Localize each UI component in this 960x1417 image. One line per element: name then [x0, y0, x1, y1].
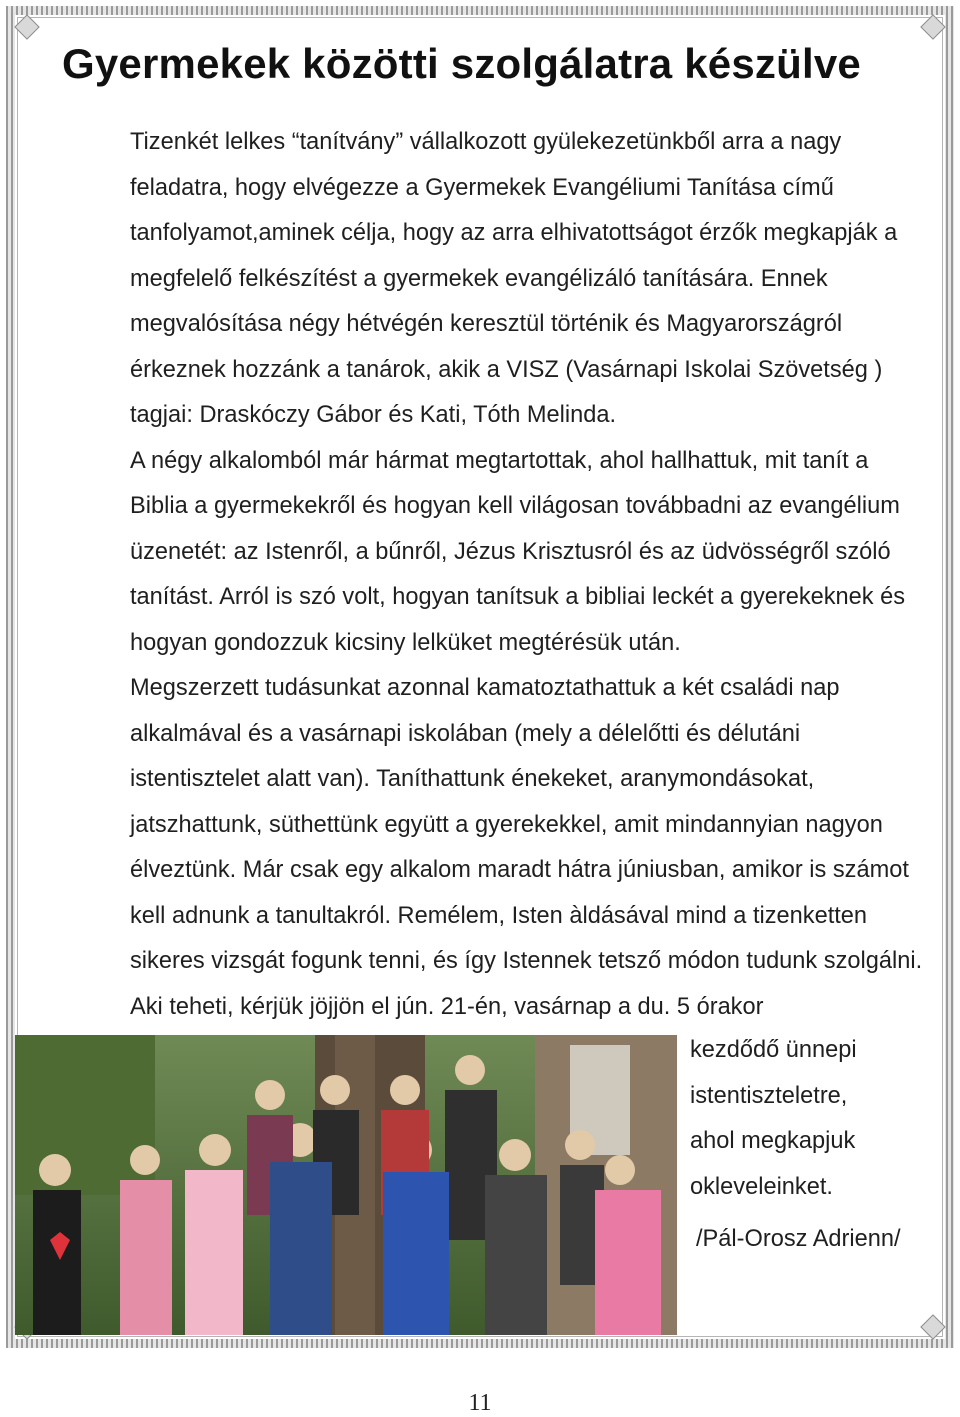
side-line: ahol megkapjuk: [690, 1128, 856, 1154]
corner-ornament: [920, 1314, 945, 1339]
paragraph: Aki teheti, kérjük jöjjön el jún. 21-én, vasárnap a du. 5 órakor: [130, 993, 764, 1020]
paragraph: Tizenkét lelkes “tanítvány” vállalkozott gyülekezetünkből arra a nagy feladatra, hogy elvégezze a Gyermekek Evangéliumi Tanítása című tanfolyamot,aminek célja, hogy az arra elhivatottságot érzők megkapják a megfelelő felkészítést a gyermekek evangélizáló tanítására. Ennek megvalósítása négy hétvégén keresztül történik és Magyarországról érkeznek hozzánk a tanárok, akik a VISZ (Vasárnapi Iskolai Szövetség ) tagjai: Draskóczy Gábor és Kati, Tóth Melinda.: [130, 129, 898, 428]
author-signature: /Pál-Orosz Adrienn/: [696, 1226, 901, 1252]
article-body: [36, 120, 928, 1030]
group-photo: [15, 1035, 677, 1335]
page-title: Gyermekek közötti szolgálatra készülve: [62, 40, 861, 87]
page-number: 11: [468, 1390, 492, 1416]
side-text: [690, 1028, 940, 1210]
corner-ornament: [14, 14, 39, 39]
side-line: kezdődő ünnepi: [690, 1037, 857, 1063]
side-line: okleveleinket.: [690, 1173, 833, 1200]
corner-ornament: [920, 14, 945, 39]
paragraph: A négy alkalomból már hármat megtartottak, ahol hallhattuk, mit tanít a Biblia a gyermekekről és hogyan kell világosan továbbadni az evangélium üzenetét: az Istenről, a bűnről, Jézus Krisztusról és az üdvösségről szóló tanítást. Arról is szó volt, hogyan tanítsuk a bibliai leckét a gyerekeknek és hogyan gondozzuk kicsiny lelküket megtérésük után.: [130, 447, 906, 656]
paragraph: Megszerzett tudásunkat azonnal kamatoztathattuk a két családi nap alkalmával és a vasárnapi iskolában (mely a délelőtti és délutáni istentisztelet alatt van). Taníthattunk énekeket, aranymondásokat, jatszhattunk, süthettünk együtt a gyerekekkel, amit mindannyian nagyon élveztünk. Már csak egy alkalom maradt hátra júniusban, amikor is számot kell adnunk a tanultakról. Remélem, Isten àldásával mind a tizenketten sikeres vizsgát fogunk tenni, és így Istennek tetsző módon tudunk szolgálni.: [130, 675, 923, 974]
side-line: istentiszteletre,: [690, 1082, 848, 1109]
